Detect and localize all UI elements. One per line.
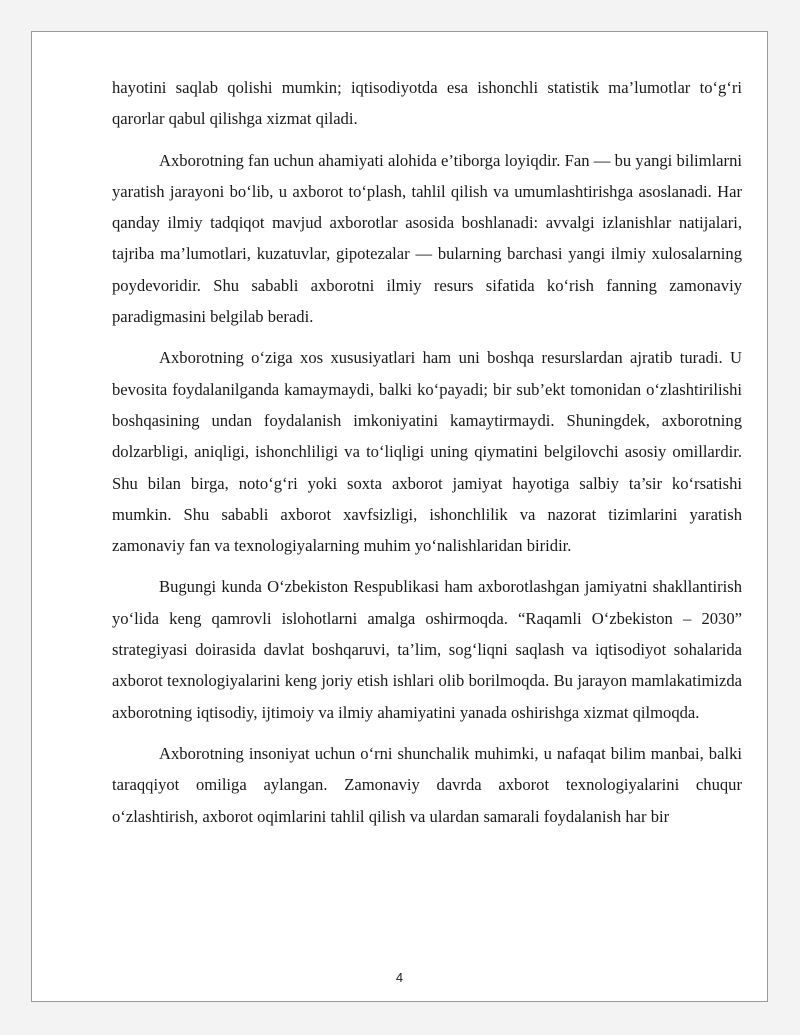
paragraph-science: Axborotning fan uchun ahamiyati alohida e’tiborga loyiqdir. Fan — bu yangi bilimlarni yaratish jarayoni bo‘lib, u axborot to‘plash, tahlil qilish va umumlashtirishga asoslanadi. Har qanday ilmiy tadqiqot mavjud axborotlar asosida boshlanadi: avvalgi izlanishlar natijalari, tajriba ma’lumotlari, kuzatuvlar, gipotezalar — bularning barchasi yangi ilmiy xulosalarning poydevoridir. Shu sababli axborotni ilmiy resurs sifatida ko‘rish fanning zamonaviy paradigmasini belgilab beradi. bbox=[112, 150, 742, 327]
paragraph-properties: Axborotning o‘ziga xos xususiyatlari ham uni boshqa resurslardan ajratib turadi. U bevosita foydalanilganda kamaymaydi, balki ko‘payadi; bir sub’ekt tomonidan o‘zlashtirilishi boshqasining undan foydalanish imkoniyatini kamaytirmaydi. Shuningdek, axborotning dolzarbligi, aniqligi, ishonchliligi va to‘liqligi uning qiymatini belgilovchi asosiy omillardir. Shu bilan birga, noto‘g‘ri yoki soxta axborot jamiyat hayotiga salbiy ta’sir ko‘rsatishi mumkin. Shu sababli axborot xavfsizligi, ishonchlilik va nazorat tizimlarini yaratish zamonaviy fan va texnologiyalarning muhim yo‘nalishlaridan biridir. bbox=[112, 348, 742, 556]
page-number: 4 bbox=[395, 970, 404, 985]
paragraph-continuation: hayotini saqlab qolishi mumkin; iqtisodiyotda esa ishonchli statistik ma’lumotlar to‘g‘ri qarorlar qabul qilishga xizmat qiladi. bbox=[112, 78, 742, 129]
paragraph-humanity: Axborotning insoniyat uchun o‘rni shunchalik muhimki, u nafaqat bilim manbai, balki taraqqiyot omiliga aylangan. Zamonaviy davrda axborot texnologiyalarini chuqur o‘zlashtirish, axborot oqimlarini tahlil qilish va ulardan samarali foydalanish har bir bbox=[112, 743, 742, 826]
paragraph-uzbekistan: Bugungi kunda O‘zbekiston Respublikasi ham axborotlashgan jamiyatni shakllantirish yo‘lida keng qamrovli islohotlarni amalga oshirmoqda. “Raqamli O‘zbekiston – 2030” strategiyasi doirasida davlat boshqaruvi, ta’lim, sog‘liqni saqlash va iqtisodiyot sohalarida axborot texnologiyalarini keng joriy etish ishlari olib borilmoqda. Bu jarayon mamlakatimizda axborotning iqtisodiy, ijtimoiy va ilmiy ahamiyatini yanada oshirishga xizmat qilmoqda. bbox=[112, 577, 742, 722]
body-text bbox=[112, 72, 742, 842]
document-page bbox=[31, 31, 768, 1002]
